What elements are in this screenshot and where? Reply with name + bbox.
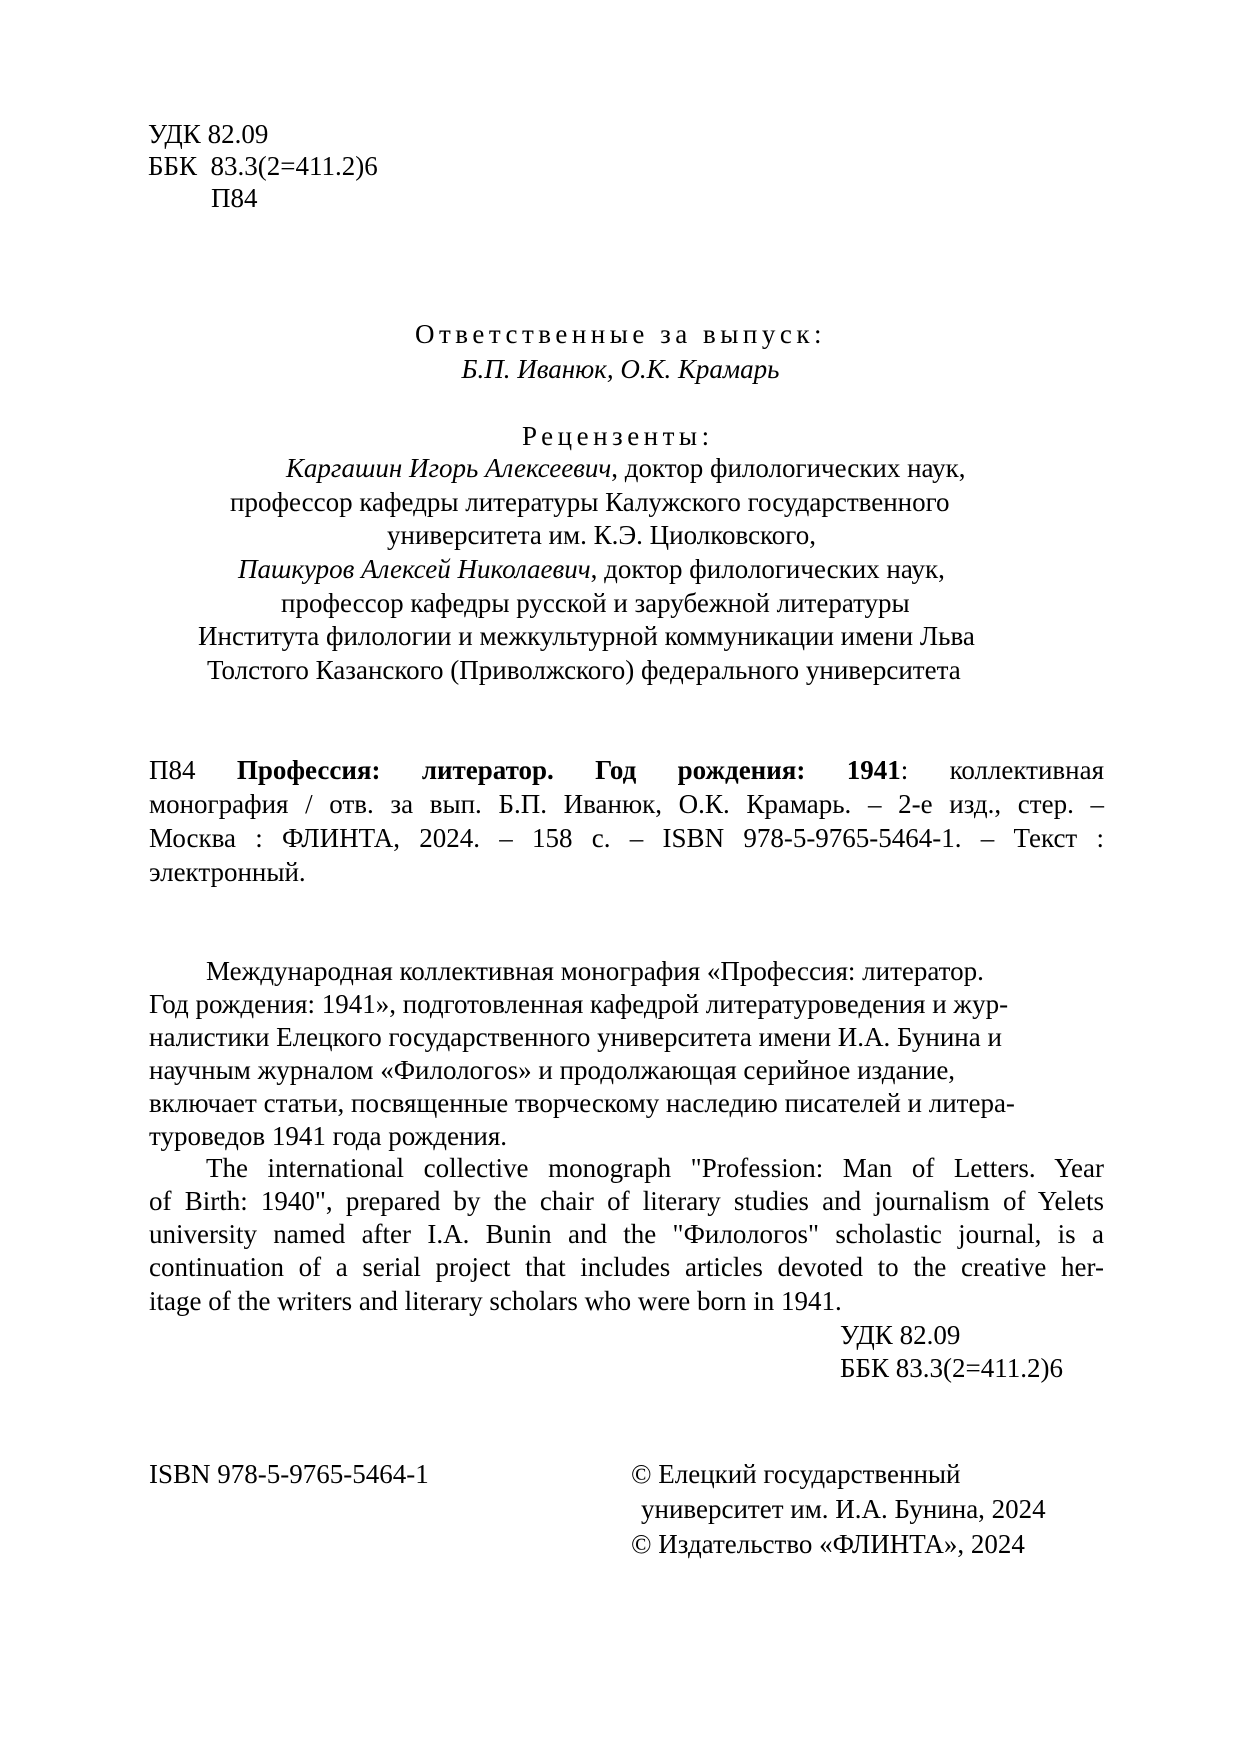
- reviewer-2-degree: , доктор филологических наук,: [590, 554, 945, 584]
- udk-code-bottom: УДК 82.09: [840, 1320, 961, 1350]
- reviewer-2-line-2: профессор кафедры русской и зарубежной литературы: [281, 588, 910, 618]
- abstract-ru-line-4: научным журналом «Филологos» и продолжающая серийное издание,: [149, 1055, 956, 1085]
- abstract-en-line-2: of Birth: 1940", prepared by the chair of literary studies and journalism of Yelets: [149, 1186, 1104, 1216]
- abstract-ru-line-3: налистики Елецкого государственного университета имени И.А. Бунина и: [149, 1022, 1002, 1052]
- udk-code: УДК 82.09: [148, 119, 269, 149]
- reviewer-1-line-3: университета им. К.Э. Циолковского,: [387, 520, 816, 550]
- reviewers-heading: Рецензенты:: [522, 421, 714, 451]
- responsible-heading: Ответственные за выпуск:: [415, 319, 826, 349]
- reviewer-2-line-1: [238, 553, 945, 585]
- abstract-en-line-5: itage of the writers and literary scholars who were born in 1941.: [149, 1286, 842, 1316]
- reviewer-1-line-2: профессор кафедры литературы Калужского государственного: [230, 487, 950, 517]
- copyright-university-line-2: университет им. И.А. Бунина, 2024: [641, 1494, 1046, 1524]
- reviewer-2-name: Пашкуров Алексей Николаевич: [238, 554, 591, 584]
- bib-sign: П84: [149, 755, 196, 785]
- bib-line-1: [149, 754, 1104, 787]
- abstract-en-line-4: continuation of a serial project that includes articles devoted to the creative her-: [149, 1252, 1104, 1282]
- bib-title: Профессия: литератор. Год рождения: 1941: [236, 755, 901, 785]
- reviewer-2-line-4: Толстого Казанского (Приволжского) федерального университета: [207, 655, 961, 685]
- bib-line-2: монография / отв. за вып. Б.П. Иванюк, О.К. Крамарь. – 2-е изд., стер. –: [149, 789, 1104, 819]
- bib-type: : коллективная: [900, 755, 1105, 785]
- abstract-en-line-1: The international collective monograph "Profession: Man of Letters. Year: [206, 1153, 1104, 1183]
- abstract-en-line-3: university named after I.A. Bunin and the "Филологos" scholastic journal, is a: [149, 1219, 1104, 1249]
- bbk-code: ББК 83.3(2=411.2)6: [148, 151, 378, 181]
- abstract-ru-line-1: Международная коллективная монография «Профессия: литератор.: [206, 956, 984, 986]
- bib-line-3: Москва : ФЛИНТА, 2024. – 158 с. – ISBN 978-5-9765-5464-1. – Текст :: [149, 823, 1104, 853]
- abstract-ru-line-2: Год рождения: 1941», подготовленная кафедрой литературоведения и жур-: [149, 989, 1009, 1019]
- bbk-code-bottom: ББК 83.3(2=411.2)6: [840, 1353, 1063, 1383]
- copyright-publisher: © Издательство «ФЛИНТА», 2024: [631, 1529, 1025, 1559]
- responsible-names: Б.П. Иванюк, О.К. Крамарь: [461, 354, 780, 384]
- copyright-university-line-1: © Елецкий государственный: [631, 1459, 961, 1489]
- author-sign: П84: [211, 183, 258, 213]
- bib-line-4: электронный.: [149, 857, 306, 887]
- reviewer-2-line-3: Института филологии и межкультурной коммуникации имени Льва: [198, 621, 975, 651]
- reviewer-1-degree: , доктор филологических наук,: [611, 453, 966, 483]
- abstract-ru-line-5: включает статьи, посвященные творческому наследию писателей и литера-: [149, 1088, 1015, 1118]
- reviewer-1-line-1: [286, 452, 966, 484]
- reviewer-1-name: Каргашин Игорь Алексеевич: [286, 453, 612, 483]
- abstract-ru-line-6: туроведов 1941 года рождения.: [149, 1121, 508, 1151]
- isbn: ISBN 978-5-9765-5464-1: [149, 1459, 429, 1489]
